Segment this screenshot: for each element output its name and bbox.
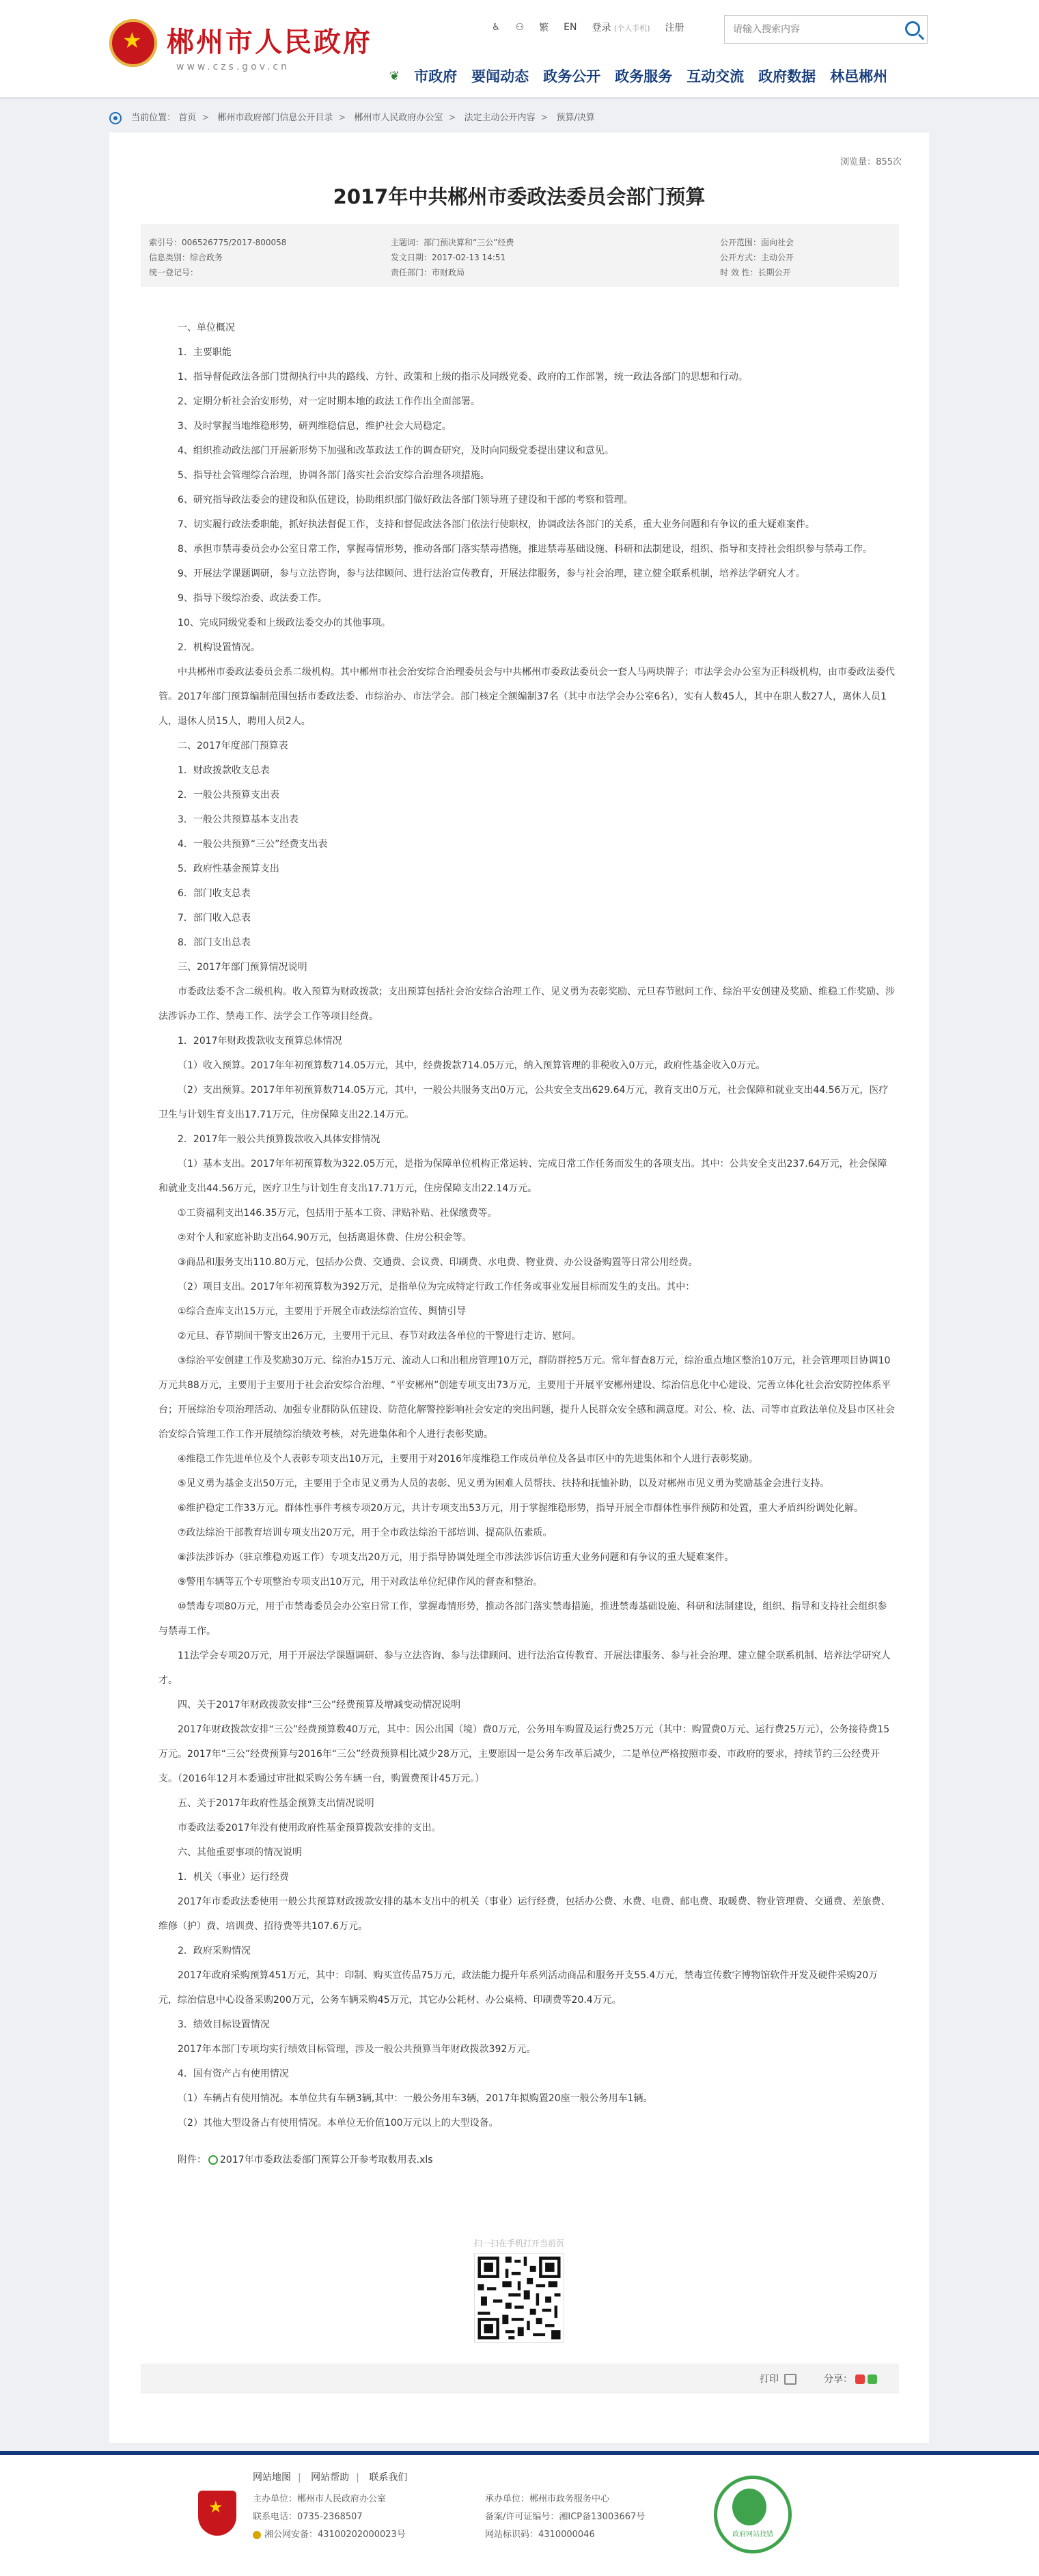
site-url: www.czs.gov.cn — [176, 61, 290, 72]
party-badge-icon[interactable] — [198, 2491, 236, 2536]
top-tools — [492, 20, 684, 34]
traditional-link[interactable]: 繁 — [539, 23, 549, 33]
article-paragraph: 6、研究指导政法委会的建设和队伍建设，协助组织部门做好政法各部门领导班子建设和干部的考察和管理。 — [178, 495, 633, 505]
article-paragraph: 市委政法委不含二级机构。收入预算为财政拨款；支出预算包括社会治安综合治理工作、见义勇为表彰奖励、元旦春节慰问工作、综治平安创建及奖励、维稳工作奖励、涉法涉诉办工作、禁毒工作、法学会工作等项目经费。 — [158, 986, 895, 1022]
article-paragraph: 五、关于2017年政府性基金预算支出情况说明 — [178, 1798, 374, 1809]
article-paragraph: 1．财政拨款收支总表 — [178, 765, 270, 776]
article-paragraph: 3．绩效目标设置情况 — [178, 2019, 270, 2030]
meta-subject: 主题词：部门预决算和“三公”经费 — [391, 238, 514, 247]
footer-info-mid — [485, 2491, 645, 2544]
article-paragraph: 4．一般公共预算“三公”经费支出表 — [178, 839, 328, 850]
footer-icp[interactable]: 备案/许可证编号：湘ICP备13003667号 — [485, 2512, 646, 2522]
article-paragraph: ③综治平安创建工作及奖励30万元、综治办15万元、流动人口和出租房管理10万元，群防群控5万元。常年督查8万元，综治重点地区整治10万元，社会管理项目协调10万元共88万元，主要用于主要用于社会治安综合治理、“平安郴州”创建专项支出73万元，主要用于开展平安郴州建设、综治信息化中心建设、完善立体化社会治安防控体系平台；开展综治专项治理活动、加强专业群防队伍建设、防范化解警控影响社会安定的突出问题，提升人民群众安全感和满意度。对公、检、法、司等市直政法单位及县市区社会治安综合管理工作工作开展绩综治绩效考核，对先进集体和个人进行表彰奖励。 — [158, 1355, 895, 1440]
article-paragraph: ③商品和服务支出110.80万元，包括办公费、交通费、会议费、印刷费、水电费、物业费、办公设备购置等日常公用经费。 — [178, 1257, 698, 1268]
national-emblem-icon — [109, 19, 157, 67]
article-paragraph: ④维稳工作先进单位及个人表彰专项支出10万元，主要用于对2016年度维稳工作成员单位及各县市区中的先进集体和个人进行表彰奖励。 — [178, 1454, 758, 1465]
nav-item-services[interactable]: 政务服务 — [615, 68, 673, 85]
meta-dept: 责任部门：市财政局 — [391, 268, 465, 277]
login-link[interactable]: 登录 (个人手机) — [592, 23, 650, 33]
meta-validity: 时 效 性：长期公开 — [720, 268, 791, 277]
attachment-row — [158, 2148, 895, 2172]
article-paragraph: 10、完成同级党委和上级政法委交办的其他事项。 — [178, 618, 391, 628]
share-bar — [824, 2372, 877, 2385]
search-icon[interactable] — [905, 21, 920, 36]
article-paragraph: （1）车辆占有使用情况。本单位共有车辆3辆,其中：一般公务用车3辆，2017年拟购置20座一般公务用车1辆。 — [178, 2093, 653, 2104]
footer-link-sitemap[interactable]: 网站地图 — [253, 2472, 291, 2483]
attachment-label: 附件： — [178, 2155, 206, 2165]
site-footer — [0, 2451, 1039, 2576]
article-paragraph: 4．国有资产占有使用情况 — [178, 2068, 289, 2079]
document-meta-box — [141, 224, 899, 287]
article-paragraph: 6．部门收支总表 — [178, 888, 251, 899]
article-paragraph: 2．机构设置情况。 — [178, 642, 260, 653]
article-paragraph: 2017年政府采购预算451万元，其中：印制、购买宣传品75万元，政法能力提升年系列活动商品和服务开支55.4万元，禁毒宣传数字博物馆软件开发及硬件采购20万元，综治信息中心设备采购200万元，公务车辆采购45万元，其它办公耗材、办公桌椅、印刷费等20.4万元。 — [158, 1970, 878, 2006]
accessibility-icon[interactable]: ♿ — [492, 22, 501, 33]
article-paragraph: （1）基本支出。2017年年初预算数为322.05万元，是指为保障单位机构正常运转、完成日常工作任务而发生的各项支出。其中：公共安全支出237.64万元，社会保障和就业支出44.56万元，医疗卫生与计划生育支出17.71万元，住房保障支出22.14万元。 — [158, 1159, 887, 1194]
nav-item-linyi[interactable]: 林邑郴州 — [830, 68, 888, 85]
article-paragraph: 1、指导督促政法各部门贯彻执行中共的路线、方针、政策和上级的指示及同级党委、政府的工作部署，统一政法各部门的思想和行动。 — [178, 372, 748, 383]
breadcrumb-public-content[interactable]: 法定主动公开内容 — [464, 113, 536, 123]
footer-police-record[interactable]: 湘公网安备：43100202000023号 — [253, 2526, 406, 2544]
article-paragraph: 六、其他重要事项的情况说明 — [178, 1847, 302, 1858]
article-paragraph: ①工资福利支出146.35万元，包括用于基本工资、津贴补贴、社保缴费等。 — [178, 1208, 497, 1219]
article-paragraph: 2017年财政拨款安排“三公”经费预算数40万元，其中：因公出国（境）费0万元，公务用车购置及运行费25万元（其中：购置费0万元、运行费25万元），公务接待费15万元。2017年“三公”经费预算与2016年“三公”经费预算相比减少28万元，主要原因一是公务车改革后减少，二是单位严格按照市委、市政府的要求，持续节约三公经费开支。（2016年12月本委通过审批拟采购公务车辆一台，购置费预计45万元。） — [158, 1724, 890, 1784]
footer-phone: 联系电话：0735-2368507 — [253, 2512, 363, 2522]
article-paragraph: ⑥维护稳定工作33万元。群体性事件考核专项20万元，共计专项支出53万元，用于掌握维稳形势，指导开展全市群体性事件预防和处置，重大矛盾纠纷调处化解。 — [178, 1503, 863, 1514]
footer-site-code: 网站标识码：4310000046 — [485, 2530, 595, 2540]
article-paragraph: 二、2017年度部门预算表 — [178, 740, 288, 751]
article-paragraph: ①综合查库支出15万元，主要用于开展全市政法综治宣传、舆情引导 — [178, 1306, 467, 1317]
print-label: 打印 — [760, 2374, 779, 2385]
article-paragraph: ⑧涉法涉诉办（驻京维稳劝返工作）专项支出20万元，用于指导协调处理全市涉法涉诉信访重大业务问题和有争议的重大疑难案件。 — [178, 1552, 734, 1563]
article-paragraph: 四、关于2017年财政拨款安排“三公”经费预算及增减变动情况说明 — [178, 1700, 461, 1711]
article-paragraph: 7、切实履行政法委职能，抓好执法督促工作，支持和督促政法各部门依法行使职权，协调政法各部门的关系，重大业务问题和有争议的重大疑难案件。 — [178, 519, 815, 530]
article-paragraph: （2）项目支出。2017年年初预算数为392万元，是指单位为完成特定行政工作任务或事业发展目标而发生的支出。其中： — [178, 1282, 695, 1292]
view-count: 浏览量：855次 — [840, 157, 902, 167]
article-paragraph: 市委政法委2017年没有使用政府性基金预算拨款安排的支出。 — [178, 1823, 441, 1833]
breadcrumb-directory[interactable]: 郴州市政府部门信息公开目录 — [217, 113, 333, 123]
article-paragraph: 1．2017年财政拨款收支预算总体情况 — [178, 1036, 342, 1047]
article-paragraph: 9、开展法学课题调研，参与立法咨询，参与法律顾问、进行法治宣传教育，开展法律服务，参与社会治理，建立健全联系机制，培养法学研究人才。 — [178, 568, 805, 579]
nav-item-news[interactable]: 要闻动态 — [471, 68, 529, 85]
article-paragraph: ⑨警用车辆等五个专项整治专项支出10万元，用于对政法单位纪律作风的督查和整治。 — [178, 1577, 543, 1588]
site-header — [0, 0, 1039, 97]
location-icon — [109, 112, 122, 124]
qr-code — [474, 2253, 564, 2343]
footer-host: 主办单位：郴州市人民政府办公室 — [253, 2494, 387, 2504]
article-paragraph: 9、指导下级综治委、政法委工作。 — [178, 593, 327, 604]
gov-error-report-icon[interactable]: 政府网站找错 — [714, 2476, 792, 2553]
article-paragraph: 5、指导社会管理综合治理，协调各部门落实社会治安综合治理各项措施。 — [178, 470, 490, 481]
share-label: 分享： — [824, 2374, 853, 2385]
article-paragraph: （2）支出预算。2017年年初预算数714.05万元，其中，一般公共服务支出0万元，公共安全支出629.64万元，教育支出0万元，社会保障和就业支出44.56万元，医疗卫生与计划生育支出17.71万元，住房保障支出22.14万元。 — [158, 1085, 889, 1120]
article-paragraph: 3、及时掌握当地维稳形势，研判维稳信息，维护社会大局稳定。 — [178, 421, 452, 432]
page-title: 2017年中共郴州市委政法委员会部门预算 — [333, 185, 706, 208]
article-paragraph: 8、承担市禁毒委员会办公室日常工作，掌握毒情形势，推动各部门落实禁毒措施，推进禁毒基础设施、科研和法制建设，组织、指导和支持社会组织参与禁毒工作。 — [178, 544, 872, 555]
footer-organizer: 承办单位：郴州市政务服务中心 — [485, 2494, 610, 2504]
article-paragraph: ②元旦、春节期间干警支出26万元，主要用于元旦、春节对政法各单位的干警进行走访、慰问。 — [178, 1331, 581, 1342]
article-paragraph: 1．机关（事业）运行经费 — [178, 1872, 289, 1883]
meta-category: 信息类别：综合政务 — [149, 253, 223, 262]
article-paragraph: 4、组织推动政法部门开展新形势下加强和改革政法工作的调查研究，及时向同级党委提出建议和意见。 — [178, 445, 614, 456]
article-paragraph: 5．政府性基金预算支出 — [178, 863, 279, 874]
printer-icon — [784, 2374, 796, 2385]
site-name: 郴州市人民政府 — [167, 27, 372, 58]
article-paragraph: 2．2017年一般公共预算拨款收入具体安排情况 — [178, 1134, 380, 1145]
footer-info-left — [253, 2491, 406, 2544]
breadcrumb-office[interactable]: 郴州市人民政府办公室 — [354, 113, 443, 123]
meta-doc-no: 统一登记号： — [149, 268, 199, 277]
article-paragraph: ②对个人和家庭补助支出64.90万元，包括离退休费、住房公积金等。 — [178, 1232, 472, 1243]
article-paragraph: 2．一般公共预算支出表 — [178, 790, 279, 801]
article-paragraph: ⑤见义勇为基金支出50万元，主要用于全市见义勇为人员的表彰、见义勇为困难人员帮扶、扶持和抚恤补助，以及对郴州市见义勇为奖励基金会进行支持。 — [178, 1478, 830, 1489]
search-box — [724, 15, 928, 44]
meta-scope: 公开范围：面向社会 — [720, 238, 794, 247]
register-link[interactable]: 注册 — [665, 23, 684, 33]
article-paragraph: 2．政府采购情况 — [178, 1945, 251, 1956]
breadcrumb-home[interactable]: 首页 — [178, 113, 197, 123]
footer-link-contact[interactable]: 联系我们 — [369, 2472, 408, 2483]
article-paragraph: 2017年本部门专项均实行绩效目标管理，涉及一般公共预算当年财政拨款392万元。 — [178, 2044, 536, 2055]
weibo-icon[interactable] — [855, 2374, 865, 2384]
attachment-link[interactable]: 2017年市委政法委部门预算公开参考取数用表.xls — [220, 2155, 433, 2165]
meta-method: 公开方式：主动公开 — [720, 253, 794, 262]
qr-caption: 扫一扫在手机打开当前页 — [473, 2239, 564, 2248]
article-paragraph: 2、定期分析社会治安形势，对一定时期本地的政法工作作出全面部署。 — [178, 396, 480, 407]
article-paragraph: （2）其他大型设备占有使用情况。本单位无价值100万元以上的大型设备。 — [178, 2118, 499, 2129]
login-note: (个人手机) — [613, 24, 650, 33]
nav-item-interaction[interactable]: 互动交流 — [687, 68, 745, 85]
elder-mode-icon[interactable]: ⚇ — [515, 22, 525, 33]
article-paragraph: 三、2017年部门预算情况说明 — [178, 962, 307, 973]
meta-date: 发文日期：2017-02-13 14:51 — [391, 253, 506, 262]
nav-leaf-icon: ❦ — [389, 68, 400, 83]
footer-links: 网站地图 | 网站帮助 | 联系我们 — [253, 2472, 408, 2483]
article-tools — [141, 2364, 899, 2394]
article-paragraph: 2017年市委政法委使用一般公共预算财政拨款安排的基本支出中的机关（事业）运行经费，包括办公费、水费、电费、邮电费、取暖费、物业管理费、交通费、差旅费、维修（护）费、培训费、招待费等共107.6万元。 — [158, 1896, 891, 1932]
attachment-icon — [208, 2155, 218, 2165]
article-paragraph: （1）收入预算。2017年年初预算数714.05万元，其中，经费拨款714.05万元，纳入预算管理的非税收入0万元，政府性基金收入0万元。 — [178, 1060, 766, 1071]
article-card — [109, 133, 929, 2443]
breadcrumb-bar — [0, 97, 1039, 135]
print-button[interactable] — [760, 2372, 796, 2385]
qr-code-image — [475, 2254, 564, 2342]
footer-link-help[interactable]: 网站帮助 — [311, 2472, 350, 2483]
nav-item-data[interactable]: 政府数据 — [758, 68, 816, 85]
nav-item-city-gov[interactable]: 市政府 — [414, 68, 458, 85]
main-nav — [389, 66, 887, 86]
article-paragraph: 中共郴州市委政法委员会系二级机构。其中郴州市社会治安综合治理委员会与中共郴州市委政法委员会一套人马两块牌子；市法学会办公室为正科级机构，由市委政法委代管。2017年部门预算编制范围包括市委政法委、市综治办、市法学会。部门核定全额编制37名（其中市法学会办公室6名），实有人数45人，其中在职人数27人，离休人员1人，退休人员15人，聘用人员2人。 — [158, 667, 895, 727]
nav-item-public-info[interactable]: 政务公开 — [543, 68, 601, 85]
article-body — [158, 316, 895, 2172]
police-badge-icon — [253, 2531, 261, 2539]
article-paragraph: ⑦政法综治干部教育培训专项支出20万元，用于全市政法综治干部培训、提高队伍素质。 — [178, 1527, 553, 1538]
article-paragraph: ⑩禁毒专项80万元，用于市禁毒委员会办公室日常工作，掌握毒情形势，推动各部门落实禁毒措施，推进禁毒基础设施、科研和法制建设，组织、指导和支持社会组织参与禁毒工作。 — [158, 1601, 887, 1637]
article-paragraph: 3．一般公共预算基本支出表 — [178, 814, 299, 825]
article-paragraph: 一、单位概况 — [178, 322, 235, 333]
wechat-icon[interactable] — [868, 2374, 877, 2384]
article-paragraph: 11法学会专项20万元，用于开展法学课题调研、参与立法咨询、参与法律顾问、进行法治宣传教育、开展法律服务、参与社会治理、建立健全联系机制、培养法学研究人才。 — [158, 1650, 891, 1686]
breadcrumb-label: 当前位置： — [131, 113, 176, 123]
search-input[interactable] — [732, 16, 891, 42]
english-link[interactable]: EN — [564, 22, 577, 33]
breadcrumb-budget[interactable]: 预算/决算 — [556, 113, 595, 123]
article-paragraph: 1．主要职能 — [178, 347, 232, 358]
meta-index-no: 索引号：006526775/2017-800058 — [149, 238, 287, 247]
article-paragraph: 7．部门收入总表 — [178, 913, 251, 924]
breadcrumb: 当前位置： 首页 > 郴州市政府部门信息公开目录 > 郴州市人民政府办公室 > 法定主动公开内容 > 预算/决算 — [109, 110, 1039, 124]
article-paragraph: 8．部门支出总表 — [178, 937, 251, 948]
